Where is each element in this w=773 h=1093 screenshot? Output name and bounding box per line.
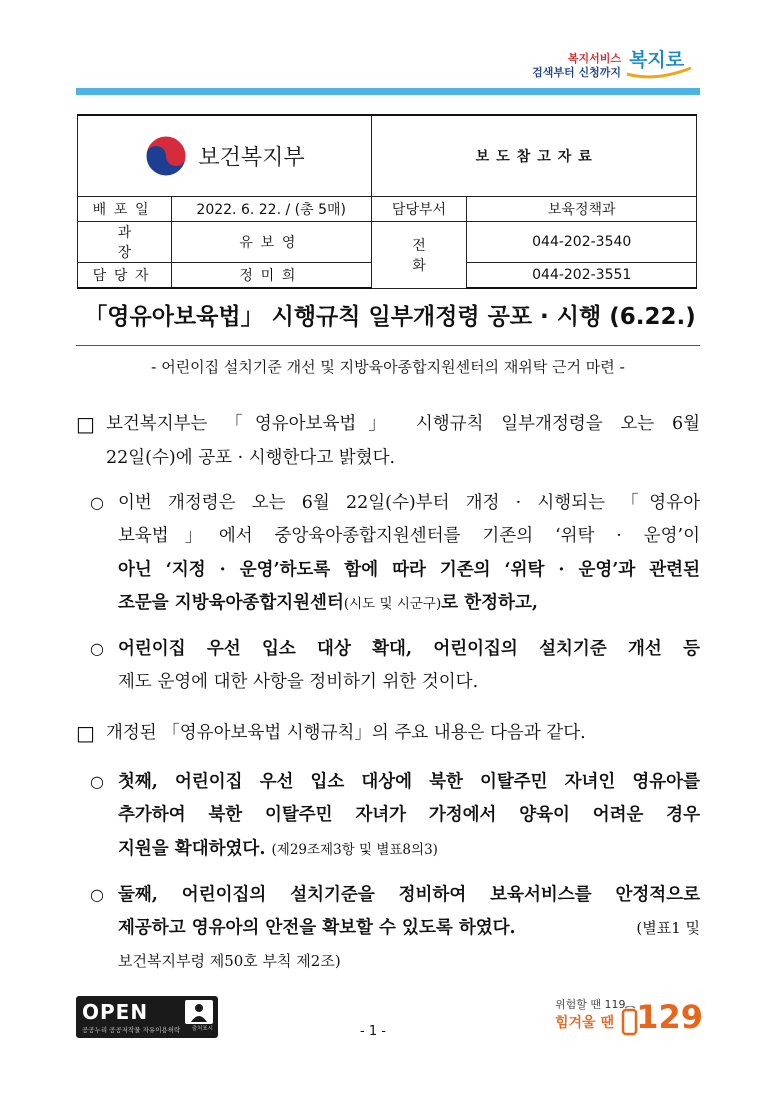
hotline-banner [555, 992, 703, 1042]
brand-tagline-2: 검색부터 신청까지 [532, 66, 621, 79]
svg-text:복지로: 복지로 [629, 49, 685, 71]
circle-bullet: ○ [90, 639, 104, 658]
phone-label: 전화 [371, 222, 467, 289]
p2a-line-1: 첫째, 어린이집 우선 입소 대상에 북한 이탈주민 자녀인 영유아를 [118, 772, 700, 792]
bokjiro-logo-icon [625, 40, 695, 82]
department-value: 보육정책과 [467, 197, 697, 222]
divider [76, 345, 700, 346]
phone-1: 044-202-3540 [467, 222, 697, 263]
p1a-line-1: 이번 개정령은 오는 6월 22일(수)부터 개정 · 시행되는 「영유아 [118, 493, 700, 513]
open-badge-subtext: 공공누리 공공저작물 자유이용허락 [82, 1026, 181, 1034]
brand-tagline-1: 복지서비스 [567, 52, 621, 65]
hotline-number: 129 [636, 998, 703, 1036]
release-date-value: 2022. 6. 22. / (총 5매) [171, 197, 371, 222]
ministry-name: 보건복지부 [198, 145, 305, 171]
subtitle: - 어린이집 설치기준 개선 및 지방육아종합지원센터의 재위탁 근거 마련 - [151, 358, 625, 376]
welfare-portal-brand [525, 36, 695, 86]
director-name: 유보영 [171, 222, 371, 263]
hotline-line-1: 위험할 땐 119 [555, 998, 626, 1011]
p1-line-1: 보건복지부는 「영유아보육법」 시행규칙 일부개정령을 오는 6월 [106, 414, 700, 434]
p1a-line-4: 조문을 지방육아종합지원센터(시도 및 시군구)로 한정하고, [118, 593, 538, 613]
square-bullet: □ [76, 721, 95, 745]
p2-line-1: 개정된 「영유아보육법 시행규칙」의 주요 내용은 다음과 같다. [106, 723, 586, 743]
director-label: 과장 [78, 222, 172, 263]
headline: 「영유아보육법」 시행규칙 일부개정령 공포 · 시행 (6.22.) [84, 304, 696, 330]
p2b-line-2: 제공하고 영유아의 안전을 확보할 수 있도록 하였다. (별표1 및 [118, 918, 700, 938]
open-badge-text: OPEN [82, 1000, 149, 1024]
top-accent-bar [76, 88, 700, 95]
p2a-line-2: 추가하여 북한 이탈주민 자녀가 가정에서 양육이 어려운 경우 [118, 805, 700, 825]
release-date-label: 배포일 [78, 197, 172, 222]
p1b-line-1: 어린이집 우선 입소 대상 확대, 어린이집의 설치기준 개선 등 [118, 639, 700, 659]
square-bullet: □ [76, 412, 95, 436]
p1a-line-3: 아닌 ‘지정 · 운영’하도록 함에 따라 기존의 ‘위탁 · 운영’과 관련된 [118, 560, 700, 580]
p1b-line-2: 제도 운영에 대한 사항을 정비하기 위한 것이다. [118, 672, 479, 692]
kogl-open-badge [76, 996, 218, 1038]
p2b-line-1: 둘째, 어린이집의 설치기준을 정비하여 보육서비스를 안정적으로 [118, 885, 700, 905]
contact-name: 정미희 [171, 263, 371, 289]
p2a-line-3: 지원을 확대하였다. (제29조제3항 및 별표8의3) [118, 839, 438, 859]
circle-bullet: ○ [90, 493, 104, 512]
circle-bullet: ○ [90, 885, 104, 904]
p1a-line-2: 보육법」에서 중앙육아종합지원센터를 기존의 ‘위탁 · 운영’이 [118, 526, 700, 546]
press-release-header-table [77, 114, 697, 289]
p2b-line-3: 보건복지부령 제50호 부칙 제2조) [118, 952, 341, 970]
phone-2: 044-202-3551 [467, 263, 697, 289]
p1-line-2: 22일(수)에 공포 · 시행한다고 밝혔다. [106, 448, 396, 468]
open-badge-icon-label: 출처표시 [191, 1026, 213, 1032]
report-type-title: 보도참고자료 [371, 115, 696, 197]
attribution-person-icon [185, 1000, 213, 1024]
taegeuk-emblem-icon [144, 134, 188, 178]
page-number: - 1 - [360, 1024, 386, 1039]
circle-bullet: ○ [90, 772, 104, 791]
department-label: 담당부서 [371, 197, 467, 222]
ministry-logo-cell [78, 115, 372, 197]
contact-label: 담당자 [78, 263, 172, 289]
hotline-line-2: 힘겨울 땐 [555, 1015, 614, 1031]
